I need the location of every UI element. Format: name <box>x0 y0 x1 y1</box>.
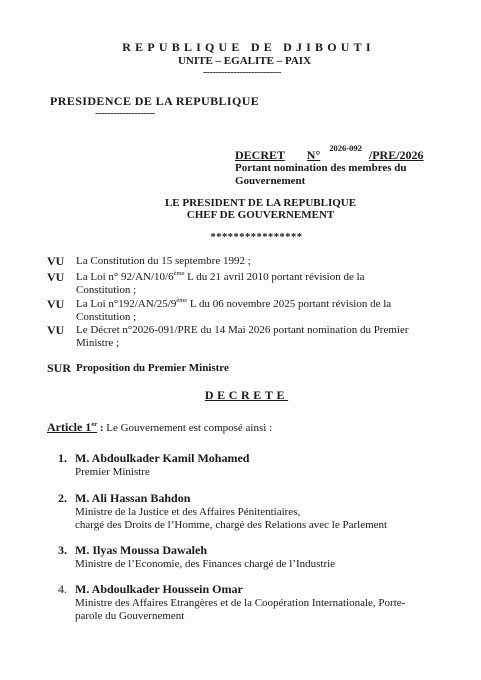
member-2-name: M. Ali Hassan Bahdon <box>75 491 191 505</box>
member-2-number: 2. <box>58 491 67 505</box>
member-3-name: M. Ilyas Moussa Dawaleh <box>75 543 208 557</box>
decree-label: DECRET <box>235 148 285 162</box>
member-1-name: M. Abdoulkader Kamil Mohamed <box>75 451 250 465</box>
decree-title <box>235 143 424 163</box>
authority-line1: LE PRESIDENT DE LA REPUBLIQUE <box>164 197 357 209</box>
article-colon: : <box>97 422 104 434</box>
visa-vu-1: VU <box>47 254 65 268</box>
national-motto: UNITE – EGALITE – PAIX <box>177 55 312 67</box>
member-1-number: 1. <box>58 451 67 465</box>
decree-subject-line1: Portant nomination des membres du <box>235 162 407 174</box>
visa-text-2a: La Loi n° 92/AN/10/6 <box>76 271 174 283</box>
visa-text-4: Le Décret n°2026-091/PRE du 14 Mai 2026 portant nomination du Premier <box>76 324 409 336</box>
visa-text-4-cont: Ministre ; <box>76 337 120 349</box>
presidency-heading: PRESIDENCE DE LA REPUBLIQUE <box>50 94 260 108</box>
member-2-role-line2: chargé des Droits de l’Homme, chargé des Relations avec le Parlement <box>75 519 388 531</box>
motto-rule: -------------------------- <box>203 67 281 78</box>
decree-no-label: N° <box>306 148 321 162</box>
visa-text-3a: La Loi n°192/AN/25/9 <box>76 298 177 310</box>
decree-suffix: /PRE/2026 <box>368 148 424 162</box>
article-label-text: Article 1 <box>47 420 92 434</box>
visa-vu-3: VU <box>47 297 65 311</box>
decree-number: 2026-092 <box>329 143 362 153</box>
article-text: Le Gouvernement est composé ainsi : <box>103 422 273 434</box>
visa-text-1: La Constitution du 15 septembre 1992 ; <box>76 255 251 267</box>
member-4-role-line1: Ministre des Affaires Etrangères et de la Coopération Internationale, Porte- <box>75 597 406 609</box>
proposal-text: Proposition du Premier Ministre <box>76 362 229 374</box>
proposal-sur: SUR <box>47 361 72 375</box>
member-4-number: 4. <box>58 582 67 596</box>
stars-separator: **************** <box>210 232 303 243</box>
visa-text-3 <box>76 298 391 310</box>
visa-text-3b: L du 06 novembre 2025 portant révision de la <box>187 298 392 310</box>
article-label-sup: er <box>91 421 98 428</box>
member-4-role-line2: parole du Gouvernement <box>75 610 185 622</box>
visa-sup-2: ème <box>173 270 185 277</box>
member-3-number: 3. <box>58 543 67 557</box>
presidency-rule: -------------------- <box>95 108 155 119</box>
visa-sup-3: ème <box>176 297 188 304</box>
member-3-role: Ministre de l’Economie, des Finances chargé de l’Industrie <box>75 558 336 570</box>
member-4-name: M. Abdoulkader Houssein Omar <box>75 582 243 596</box>
visa-vu-2: VU <box>47 270 65 284</box>
member-2-role-line1: Ministre de la Justice et des Affaires Pénitentiaires, <box>75 506 301 518</box>
country-name: REPUBLIQUE DE DJIBOUTI <box>122 40 375 54</box>
decrete-heading: DECRETE <box>204 388 289 402</box>
visa-text-2b: L du 21 avril 2010 portant révision de la <box>184 271 365 283</box>
article-label <box>47 420 97 434</box>
visa-text-2-cont: Constitution ; <box>76 284 137 296</box>
authority-line2: CHEF DE GOUVERNEMENT <box>186 209 335 221</box>
member-1-role: Premier Ministre <box>75 466 150 478</box>
visa-text-2 <box>76 271 365 283</box>
article-1 <box>47 420 272 435</box>
visa-vu-4: VU <box>47 323 65 337</box>
visa-text-3-cont: Constitution ; <box>76 311 137 323</box>
decree-subject-line2: Gouvernement <box>235 175 306 187</box>
